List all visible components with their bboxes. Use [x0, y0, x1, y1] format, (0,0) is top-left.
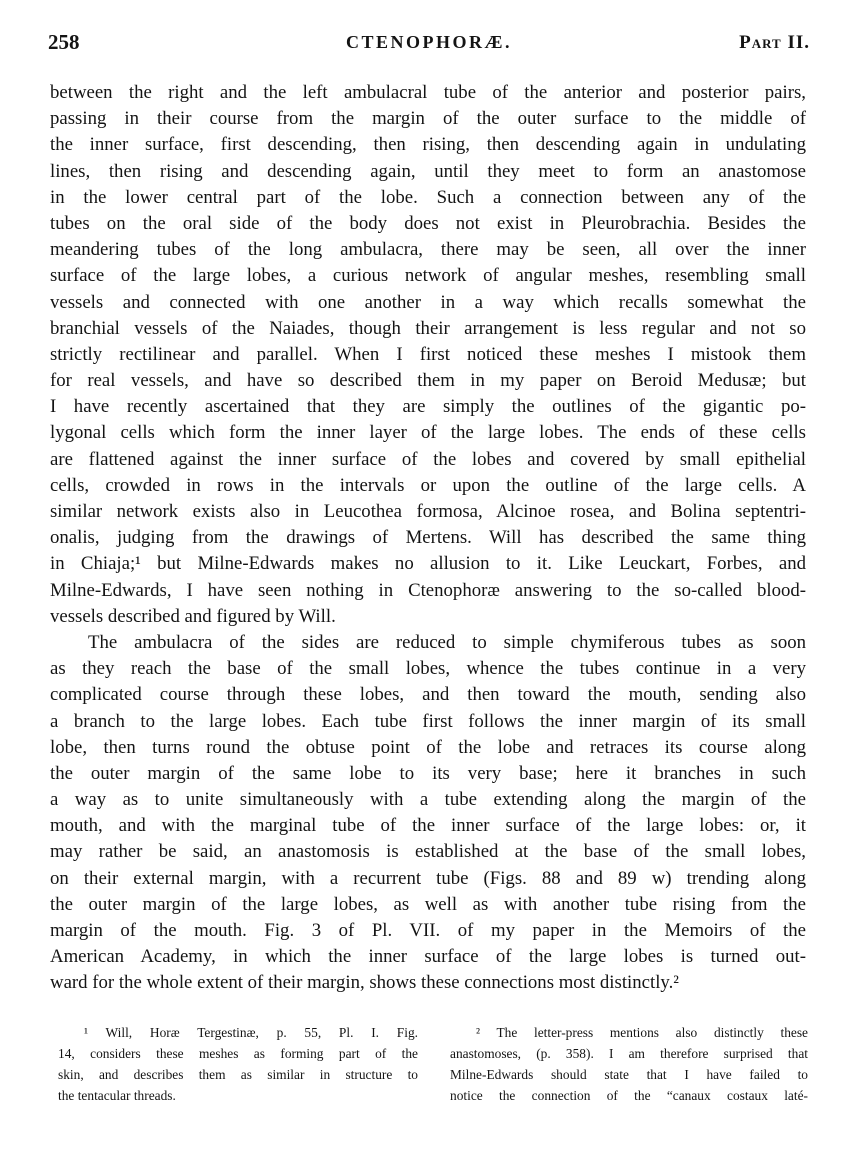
text-line: may rather be said, an anastomosis is established at the base of the small lobes,	[50, 841, 806, 863]
text-line: strictly rectilinear and parallel. When I first noticed these meshes I mistook them	[50, 343, 806, 365]
footnote-2	[450, 1022, 808, 1106]
text-line: vessels described and figured by Will.	[50, 605, 336, 627]
text-line: meandering tubes of the long ambulacra, there may be seen, all over the inner	[50, 239, 806, 261]
footnote-line: anastomoses, (p. 358). I am therefore surprised that	[450, 1046, 808, 1061]
text-line: a way as to unite simultaneously with a tube extending along the margin of the	[50, 789, 806, 811]
text-line: onalis, judging from the drawings of Mertens. Will has described the same thing	[50, 527, 806, 549]
text-line: mouth, and with the marginal tube of the inner surface of the large lobes: or, it	[50, 815, 806, 837]
text-line: a branch to the large lobes. Each tube first follows the inner margin of its small	[50, 710, 806, 732]
part-label: Part II.	[739, 32, 810, 53]
text-line: I have recently ascertained that they are simply the outlines of the gigantic po-	[50, 396, 806, 418]
text-line: lines, then rising and descending again, until they meet to form an anastomose	[50, 160, 806, 182]
text-line: lobe, then turns round the obtuse point of the lobe and retraces its course along	[50, 736, 806, 758]
text-line: as they reach the base of the small lobes, whence the tubes continue in a very	[50, 658, 806, 680]
text-line: lygonal cells which form the inner layer of the large lobes. The ends of these cells	[50, 422, 806, 444]
text-line: the inner surface, first descending, then rising, then descending again in undulating	[50, 134, 806, 156]
text-line: tubes on the oral side of the body does not exist in Pleurobrachia. Besides the	[50, 212, 806, 234]
text-line: passing in their course from the margin of the outer surface to the middle of	[50, 108, 806, 130]
text-line: on their external margin, with a recurrent tube (Figs. 88 and 89 w) trending along	[50, 867, 806, 889]
text-line: between the right and the left ambulacral tube of the anterior and posterior pairs,	[50, 82, 806, 103]
footnote-line: 14, considers these meshes as forming part of the	[58, 1046, 418, 1061]
footnote-line: notice the connection of the “canaux costaux laté-	[450, 1088, 808, 1103]
text-line: branchial vessels of the Naiades, though their arrangement is less regular and not so	[50, 317, 806, 339]
text-line: the outer margin of the large lobes, as well as with another tube rising from the	[50, 893, 806, 915]
footnote-1	[58, 1022, 418, 1106]
text-line: cells, crowded in rows in the intervals or upon the outline of the large cells. A	[50, 474, 806, 496]
footnote-line: ¹ Will, Horæ Tergestinæ, p. 55, Pl. I. Fig.	[84, 1025, 418, 1040]
page-header	[48, 30, 810, 60]
running-title: CTENOPHORÆ.	[345, 32, 512, 52]
text-line: American Academy, in which the inner surface of the large lobes is turned out-	[50, 946, 806, 968]
text-line: vessels and connected with one another in a way which recalls somewhat the	[50, 291, 806, 313]
text-line: The ambulacra of the sides are reduced to simple chymiferous tubes as soon	[88, 631, 806, 653]
text-line: ward for the whole extent of their margin, shows these connections most distinctly.²	[50, 972, 679, 994]
body-text	[50, 80, 806, 997]
text-line: margin of the mouth. Fig. 3 of Pl. VII. of my paper in the Memoirs of the	[50, 920, 806, 941]
text-line: for real vessels, and have so described them in my paper on Beroid Medusæ; but	[50, 370, 806, 392]
paragraph	[50, 80, 806, 630]
text-line: Milne-Edwards, I have seen nothing in Ctenophoræ answering to the so-called blood-	[50, 579, 806, 601]
footnote-line: ² The letter-press mentions also distinctly these	[476, 1025, 808, 1040]
paragraph	[50, 630, 806, 997]
text-line: complicated course through these lobes, and then toward the mouth, sending also	[50, 684, 806, 706]
text-line: in Chiaja;¹ but Milne-Edwards makes no allusion to it. Like Leuckart, Forbes, and	[50, 553, 806, 575]
footnote-line: the tentacular threads.	[58, 1088, 176, 1103]
text-line: are flattened against the inner surface of the lobes and covered by small epithelial	[50, 448, 806, 470]
page-number: 258	[48, 30, 80, 54]
footnote-line: Milne-Edwards should state that I have failed to	[450, 1067, 808, 1082]
text-line: similar network exists also in Leucothea formosa, Alcinoe rosea, and Bolina septentri-	[50, 501, 806, 522]
text-line: in the lower central part of the lobe. Such a connection between any of the	[50, 186, 806, 208]
text-line: surface of the large lobes, a curious network of angular meshes, resembling small	[50, 265, 806, 287]
text-line: the outer margin of the same lobe to its very base; here it branches in such	[50, 762, 806, 784]
footnote-line: skin, and describes them as similar in structure to	[58, 1067, 418, 1082]
